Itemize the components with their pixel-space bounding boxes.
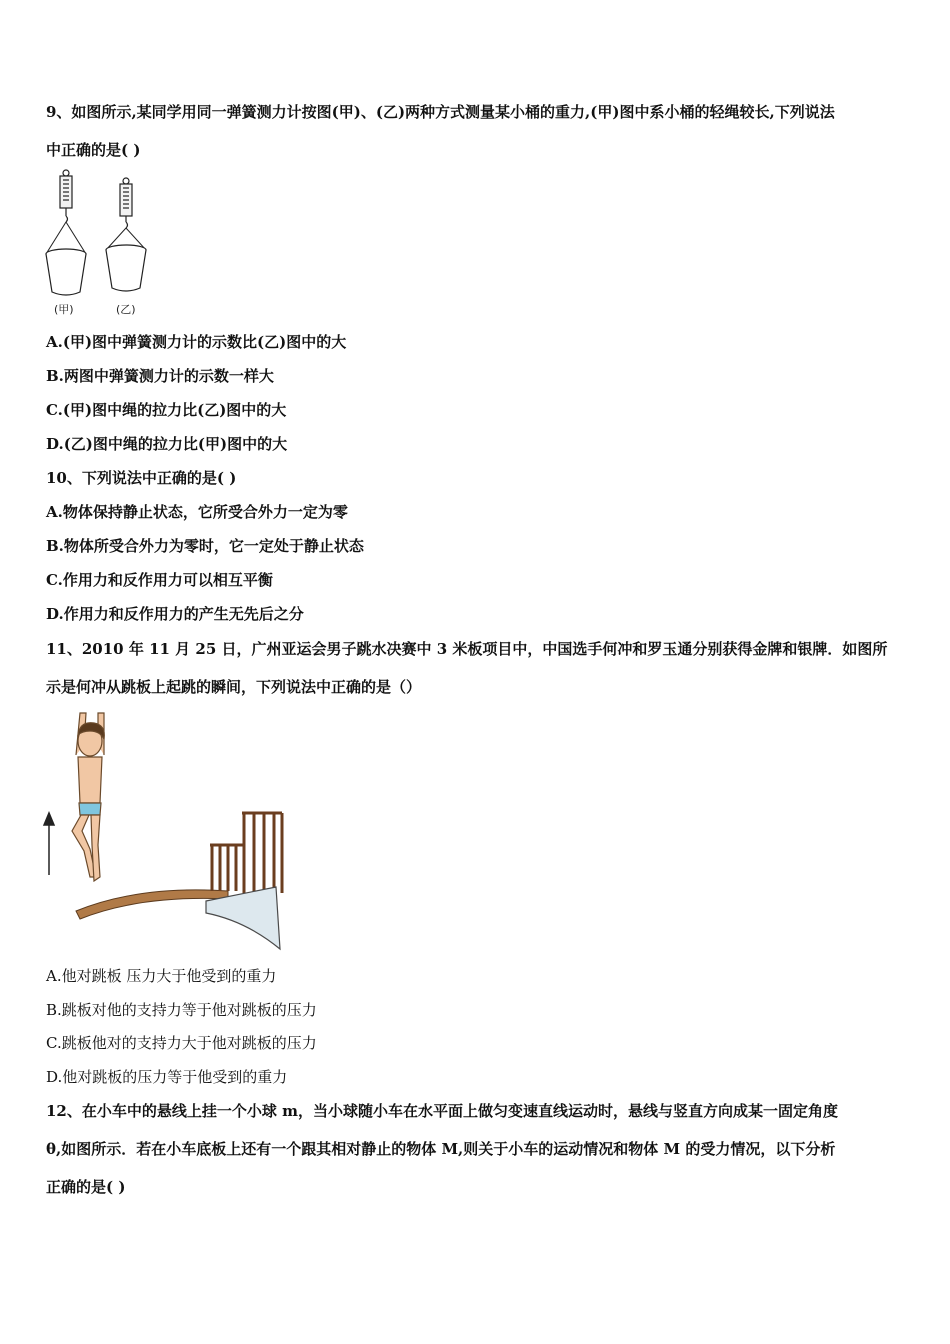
bucket-jia [46, 249, 86, 295]
q12-stem-line2: θ,如图所示．若在小车底板上还有一个跟其相对静止的物体 M,则关于小车的运动情况和物体 M 的受力情况，以下分析 [46, 1140, 836, 1158]
q10-option-b: B.物体所受合外力为零时，它一定处于静止状态 [46, 537, 364, 555]
q10-stem: 10、下列说法中正确的是( ) [46, 469, 237, 487]
diver-figure [72, 713, 104, 881]
spring-scale-yi [120, 178, 132, 228]
springboard [76, 890, 228, 919]
q11-stem-line1: 11、2010 年 11 月 25 日，广州亚运会男子跳水决赛中 3 米板项目中，中国选手何冲和罗玉通分别获得金牌和银牌．如图所 [46, 640, 888, 658]
q11-option-a: A.他对跳板 压力大于他受到的重力 [46, 967, 277, 985]
q10-option-a: A.物体保持静止状态，它所受合外力一定为零 [46, 503, 348, 521]
bucket-yi [106, 245, 146, 291]
spring-scale-bucket-figure [40, 168, 160, 318]
q9-option-c: C.(甲)图中绳的拉力比(乙)图中的大 [46, 401, 287, 419]
q12-stem-line3: 正确的是( ) [46, 1178, 126, 1196]
q11-stem-line2: 示是何冲从跳板上起跳的瞬间，下列说法中正确的是（） [46, 678, 422, 696]
fig-label-yi: (乙) [116, 303, 136, 316]
fig-label-jia: (甲) [54, 303, 74, 316]
diving-tower [210, 813, 282, 893]
q9-stem-line2: 中正确的是( ) [46, 141, 141, 159]
q11-option-c: C.跳板他对的支持力大于他对跳板的压力 [46, 1034, 317, 1052]
up-arrow-icon [44, 813, 54, 875]
q10-option-c: C.作用力和反作用力可以相互平衡 [46, 571, 273, 589]
q10-option-d: D.作用力和反作用力的产生无先后之分 [46, 605, 304, 623]
q9-option-d: D.(乙)图中绳的拉力比(甲)图中的大 [46, 435, 288, 453]
q12-stem-line1: 12、在小车中的悬线上挂一个小球 m，当小球随小车在水平面上做匀变速直线运动时，悬线与竖直方向成某一固定角度 [46, 1102, 838, 1120]
q9-stem-line1: 9、如图所示,某同学用同一弹簧测力计按图(甲)、(乙)两种方式测量某小桶的重力,(甲)图中系小桶的轻绳较长,下列说法 [46, 103, 835, 121]
q9-option-b: B.两图中弹簧测力计的示数一样大 [46, 367, 274, 385]
q9-option-a: A.(甲)图中弹簧测力计的示数比(乙)图中的大 [46, 333, 347, 351]
q11-option-d: D.他对跳板的压力等于他受到的重力 [46, 1068, 288, 1086]
q11-option-b: B.跳板对他的支持力等于他对跳板的压力 [46, 1001, 317, 1019]
diver-springboard-figure [40, 705, 290, 955]
spring-scale-jia [60, 170, 72, 222]
